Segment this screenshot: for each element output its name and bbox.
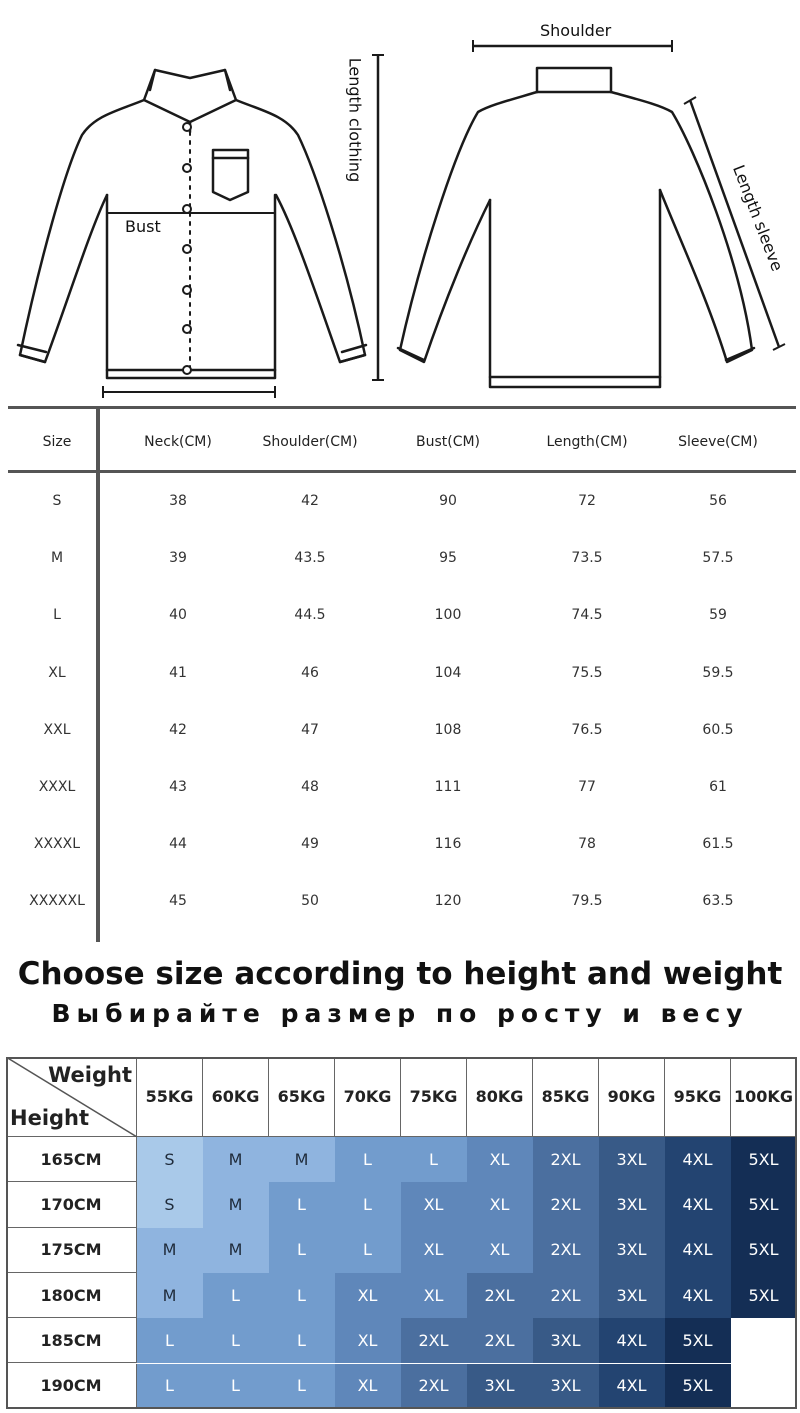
size-recommendation-cell: L: [203, 1273, 269, 1318]
size-table-cell: 59.5: [702, 664, 734, 681]
size-table-cell: 42: [301, 493, 319, 509]
size-table-header: Sleeve(CM): [678, 434, 758, 450]
size-table-cell: 50: [301, 893, 319, 910]
size-recommendation-cell: XL: [335, 1273, 401, 1318]
size-recommendation-cell: 2XL: [533, 1228, 599, 1273]
size-table-cell: 77: [578, 779, 596, 795]
size-table-cell: 43: [169, 779, 187, 795]
size-table-cell: 79.5: [571, 893, 603, 910]
size-recommendation-cell: L: [335, 1137, 401, 1182]
size-recommendation-cell: S: [137, 1182, 203, 1227]
size-recommendation-cell: XL: [335, 1318, 401, 1363]
size-recommendation-cell: L: [137, 1318, 203, 1363]
size-table-cell: 57.5: [702, 550, 734, 567]
garment-illustration: [0, 0, 800, 405]
length-clothing-label: Length clothing: [345, 57, 365, 183]
size-table-cell: 108: [434, 721, 462, 738]
shoulder-label: Shoulder: [540, 21, 612, 40]
size-recommendation-cell: 3XL: [599, 1182, 665, 1227]
shirt-diagram: [0, 0, 800, 405]
length-sleeve-label: Length sleeve: [729, 162, 787, 274]
size-table-cell: 59: [709, 607, 727, 624]
size-recommendation-cell: XL: [401, 1273, 467, 1318]
height-row-header: 180CM: [6, 1273, 137, 1318]
size-recommendation-cell: M: [137, 1228, 203, 1273]
size-table-cell: 61: [709, 779, 727, 795]
size-recommendation-cell: 3XL: [533, 1318, 599, 1363]
size-table-cell: 49: [301, 836, 319, 853]
size-recommendation-cell: 5XL: [665, 1364, 731, 1409]
weight-column-header: 90KG: [599, 1057, 665, 1137]
size-recommendation-cell: M: [203, 1137, 269, 1182]
size-table-header: Size: [42, 434, 72, 450]
size-measurement-table: [0, 406, 800, 946]
size-table-header: Neck(CM): [144, 434, 212, 450]
size-recommendation-cell: 5XL: [731, 1228, 797, 1273]
size-recommendation-cell: L: [203, 1318, 269, 1363]
table-top-rule: [8, 406, 796, 409]
size-recommendation-cell: 3XL: [533, 1364, 599, 1409]
size-table-cell: 44: [169, 836, 187, 853]
size-recommendation-cell: L: [335, 1182, 401, 1227]
front-shirt-drawing: [18, 70, 366, 378]
size-table-cell: 78: [578, 836, 596, 853]
size-recommendation-cell: L: [269, 1364, 335, 1409]
height-row-header: 165CM: [6, 1137, 137, 1182]
size-table-cell: 46: [301, 664, 319, 681]
size-recommendation-cell: M: [203, 1182, 269, 1227]
size-table-cell: 45: [169, 893, 187, 910]
size-table-size-label: XXL: [43, 721, 71, 738]
size-table-size-label: L: [53, 607, 61, 624]
size-recommendation-cell: XL: [467, 1182, 533, 1227]
size-table-cell: 116: [434, 836, 462, 853]
size-table-cell: 75.5: [571, 664, 603, 681]
height-row-header: 170CM: [6, 1182, 137, 1227]
size-recommendation-cell: 4XL: [665, 1273, 731, 1318]
size-table-cell: 48: [301, 779, 319, 795]
size-recommendation-cell: 2XL: [467, 1318, 533, 1363]
weight-column-header: 95KG: [665, 1057, 731, 1137]
weight-column-header: 70KG: [335, 1057, 401, 1137]
weight-column-header: 85KG: [533, 1057, 599, 1137]
size-table-size-label: XXXXXL: [29, 893, 85, 910]
size-table-size-label: M: [50, 550, 64, 567]
size-recommendation-cell: 4XL: [599, 1318, 665, 1363]
size-recommendation-cell: 4XL: [665, 1182, 731, 1227]
english-title: Choose size according to height and weight: [17, 956, 783, 992]
size-table-cell: 38: [169, 493, 187, 509]
table-header-rule: [8, 470, 796, 473]
size-recommendation-cell: 2XL: [467, 1273, 533, 1318]
size-recommendation-cell: L: [137, 1364, 203, 1409]
size-table-size-label: XXXXL: [33, 836, 81, 853]
size-recommendation-cell: 3XL: [467, 1364, 533, 1409]
size-recommendation-cell: 5XL: [731, 1182, 797, 1227]
size-recommendation-cell: 3XL: [599, 1137, 665, 1182]
size-recommendation-cell: 2XL: [401, 1364, 467, 1409]
size-recommendation-cell: [731, 1318, 797, 1363]
size-recommendation-cell: 3XL: [599, 1273, 665, 1318]
height-row-header: 175CM: [6, 1228, 137, 1273]
bust-label: Bust: [125, 217, 161, 236]
size-recommendation-cell: 5XL: [665, 1318, 731, 1363]
size-recommendation-cell: 5XL: [731, 1273, 797, 1318]
size-table-size-label: XL: [48, 664, 66, 681]
size-recommendation-cell: XL: [401, 1182, 467, 1227]
size-recommendation-cell: XL: [335, 1364, 401, 1409]
size-recommendation-cell: L: [401, 1137, 467, 1182]
weight-column-header: 55KG: [137, 1057, 203, 1137]
size-recommendation-cell: 2XL: [533, 1273, 599, 1318]
size-table-cell: 76.5: [571, 721, 603, 738]
size-recommendation-cell: L: [203, 1364, 269, 1409]
size-table-cell: 42: [169, 721, 187, 738]
size-recommendation-cell: 2XL: [401, 1318, 467, 1363]
size-recommendation-cell: 4XL: [665, 1228, 731, 1273]
size-recommendation-cell: 4XL: [665, 1137, 731, 1182]
size-recommendation-cell: M: [203, 1228, 269, 1273]
size-table-cell: 41: [169, 664, 187, 681]
size-recommendation-cell: L: [269, 1182, 335, 1227]
size-table-cell: 111: [434, 779, 462, 795]
size-recommendation-cell: L: [269, 1228, 335, 1273]
size-table-cell: 100: [434, 607, 462, 624]
size-table-header: Length(CM): [546, 434, 628, 450]
weight-column-header: 60KG: [203, 1057, 269, 1137]
size-table-cell: 60.5: [702, 721, 734, 738]
size-table-cell: 73.5: [571, 550, 603, 567]
size-recommendation-cell: [731, 1364, 797, 1409]
size-table-cell: 56: [709, 493, 727, 509]
back-shirt-drawing: [398, 68, 754, 387]
size-table-cell: 39: [169, 550, 187, 567]
size-table-header: Bust(CM): [415, 434, 481, 450]
size-table-cell: 61.5: [702, 836, 734, 853]
size-recommendation-cell: L: [269, 1318, 335, 1363]
weight-column-header: 65KG: [269, 1057, 335, 1137]
table-column-rule: [96, 406, 100, 942]
size-table-cell: 104: [434, 664, 462, 681]
weight-column-header: 100KG: [731, 1057, 797, 1137]
size-recommendation-cell: 2XL: [533, 1137, 599, 1182]
height-axis-label: Height: [10, 1106, 90, 1130]
size-table-size-label: XXXL: [38, 779, 76, 795]
size-table-size-label: S: [52, 493, 62, 509]
size-recommendation-cell: 2XL: [533, 1182, 599, 1227]
size-recommendation-cell: L: [269, 1273, 335, 1318]
size-table-cell: 44.5: [294, 607, 326, 624]
height-weight-size-grid: [6, 1057, 797, 1409]
grid-corner-header: [6, 1057, 137, 1137]
size-table-cell: 90: [439, 493, 457, 509]
dimension-lines: [103, 40, 785, 398]
size-table-cell: 40: [169, 607, 187, 624]
size-table-cell: 43.5: [294, 550, 326, 567]
weight-axis-label: Weight: [48, 1063, 132, 1087]
size-recommendation-cell: M: [269, 1137, 335, 1182]
size-table-header: Shoulder(CM): [262, 434, 358, 450]
size-recommendation-cell: XL: [467, 1228, 533, 1273]
size-table-cell: 74.5: [571, 607, 603, 624]
size-recommendation-cell: 4XL: [599, 1364, 665, 1409]
size-table-cell: 72: [578, 493, 596, 509]
russian-title: Выбирайте размер по росту и весу: [51, 999, 749, 1028]
size-recommendation-cell: S: [137, 1137, 203, 1182]
size-table-cell: 47: [301, 721, 319, 738]
size-table-cell: 120: [434, 893, 462, 910]
size-table-cell: 63.5: [702, 893, 734, 910]
size-recommendation-cell: M: [137, 1273, 203, 1318]
height-row-header: 190CM: [6, 1364, 137, 1409]
weight-column-header: 75KG: [401, 1057, 467, 1137]
size-table-cell: 95: [439, 550, 457, 567]
size-recommendation-cell: L: [335, 1228, 401, 1273]
size-recommendation-cell: XL: [467, 1137, 533, 1182]
weight-column-header: 80KG: [467, 1057, 533, 1137]
size-recommendation-cell: XL: [401, 1228, 467, 1273]
height-row-header: 185CM: [6, 1318, 137, 1363]
size-recommendation-cell: 5XL: [731, 1137, 797, 1182]
size-recommendation-cell: 3XL: [599, 1228, 665, 1273]
